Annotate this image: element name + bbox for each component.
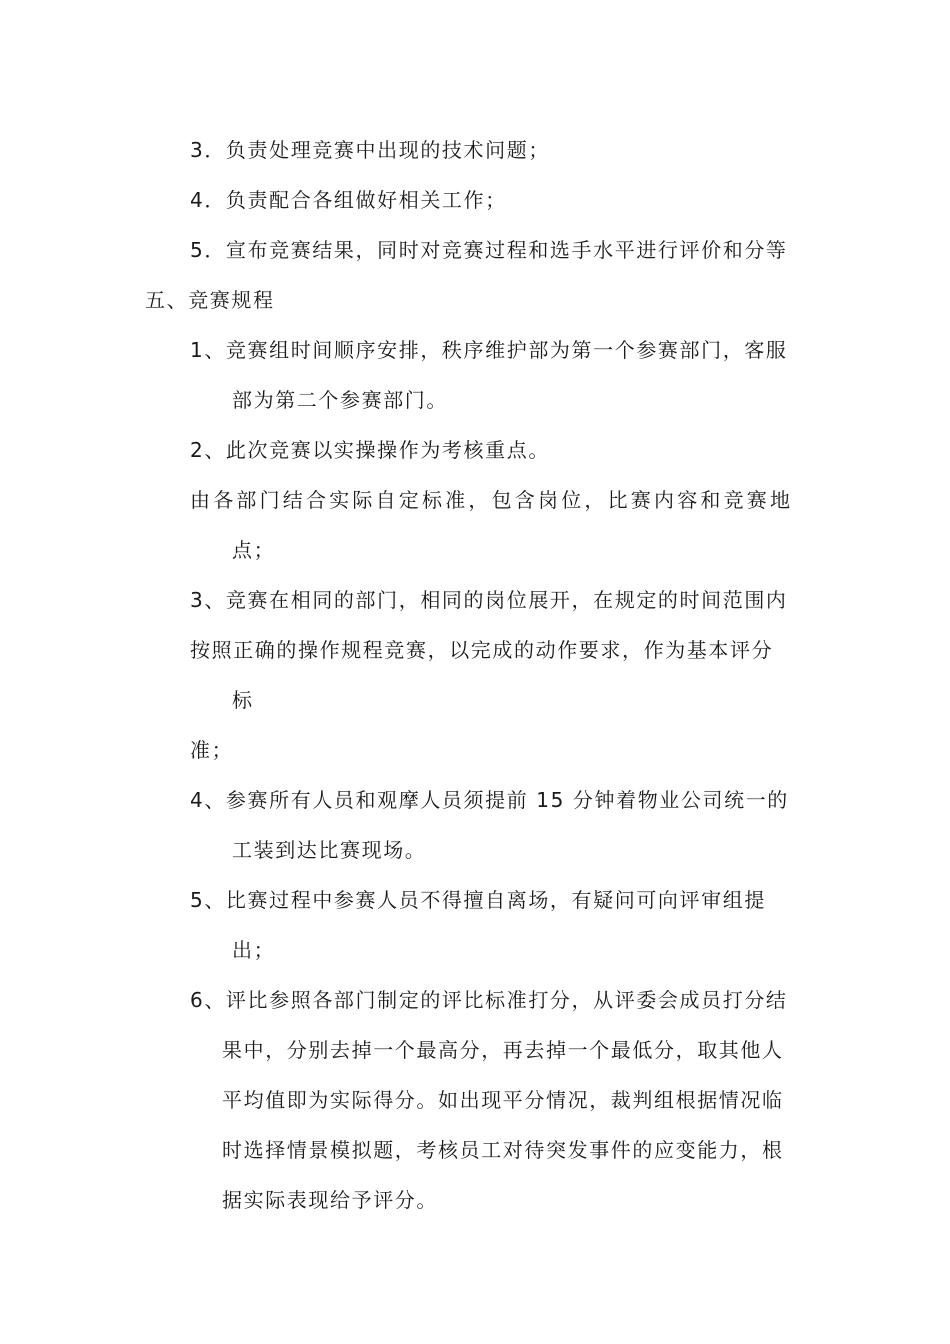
rule-4-line-2: 工装到达比赛现场。: [232, 838, 427, 862]
rule-2-line-3: 点；: [232, 538, 276, 562]
rule-6-line-1: 6、评比参照各部门制定的评比标准打分，从评委会成员打分结: [190, 988, 788, 1012]
rule-6-line-2: 果中，分别去掉一个最高分，再去掉一个最低分，取其他人: [222, 1038, 784, 1062]
rule-1-line-1: 1、竞赛组时间顺序安排，秩序维护部为第一个参赛部门，客服: [190, 338, 788, 362]
rule-6-line-4: 时选择情景模拟题，考核员工对待突发事件的应变能力，根: [222, 1138, 784, 1162]
rule-6-line-3: 平均值即为实际得分。如出现平分情况，裁判组根据情况临: [222, 1088, 784, 1112]
rule-2-line-1: 2、此次竞赛以实操操作为考核重点。: [190, 438, 550, 462]
rule-2-line-2: 由各部门结合实际自定标准，包含岗位，比赛内容和竞赛地: [190, 488, 794, 512]
rule-5-line-1: 5、比赛过程中参赛人员不得擅自离场，有疑问可向评审组提: [190, 888, 766, 912]
rule-3-line-1: 3、竞赛在相同的部门，相同的岗位展开，在规定的时间范围内: [190, 588, 788, 612]
rule-6-line-5: 据实际表现给予评分。: [222, 1188, 438, 1212]
rule-3-line-2: 按照正确的操作规程竞赛，以完成的动作要求，作为基本评分: [190, 638, 774, 662]
list-item-4: 4．负责配合各组做好相关工作；: [190, 188, 507, 212]
rule-4-line-1: 4、参赛所有人员和观摩人员须提前 15 分钟着物业公司统一的: [190, 788, 789, 812]
rule-1-line-2: 部为第二个参赛部门。: [232, 388, 448, 412]
rule-3-line-4: 准；: [190, 738, 234, 762]
rule-3-line-3: 标: [232, 688, 254, 712]
section-heading: 五、竞赛规程: [145, 288, 275, 312]
list-item-5: 5．宣布竞赛结果，同时对竞赛过程和选手水平进行评价和分等: [190, 238, 788, 262]
list-item-3: 3．负责处理竞赛中出现的技术问题；: [190, 138, 550, 162]
rule-5-line-2: 出；: [232, 938, 276, 962]
